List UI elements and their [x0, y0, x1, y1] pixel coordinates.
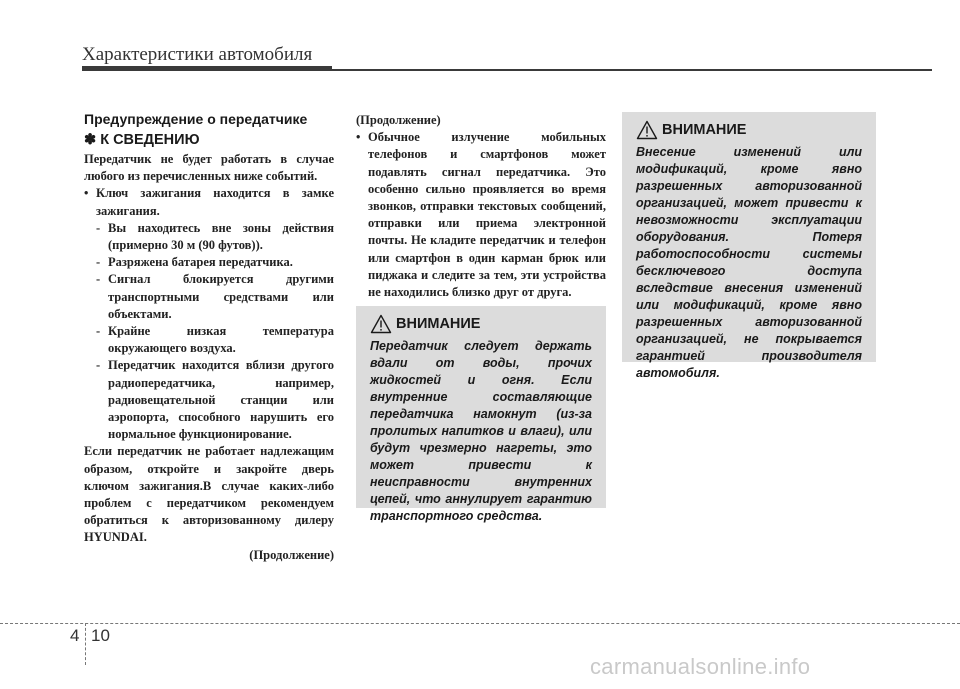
sub-item — [84, 254, 334, 271]
dash-mark: - — [96, 255, 101, 270]
sub-item-text: Вы находитесь вне зоны действия (примерно 30 м (90 футов)). — [108, 220, 334, 253]
chapter-number: 4 — [70, 626, 80, 645]
dash-mark: - — [96, 272, 101, 287]
intro-paragraph: Передатчик не будет работать в случае любого из перечисленных ниже событий. — [84, 152, 334, 184]
warning-title: ВНИМАНИЕ — [662, 122, 747, 138]
sub-item — [84, 220, 334, 254]
closing-paragraph: Если передатчик не работает надлежащим образом, откройте и закройте дверь ключом зажигания.В случае каких-либо проблем с передатчиком рекомендуем обратиться к авторизованному дилеру HYUNDAI. — [84, 444, 334, 545]
bullet-mark: • — [356, 130, 361, 145]
sub-item — [84, 357, 334, 443]
continued-label: (Продолжение) — [356, 113, 441, 127]
sub-item-text: Сигнал блокируется другими транспортными средствами или объектами. — [108, 272, 334, 321]
asterisk-icon: ✽ — [84, 132, 97, 148]
column-middle — [356, 112, 606, 301]
notice-label: К СВЕДЕНИЮ — [100, 132, 200, 148]
notice-heading — [84, 131, 334, 149]
dash-mark: - — [96, 358, 101, 373]
watermark: carmanualsonline.info — [590, 654, 811, 679]
dash-mark: - — [96, 220, 101, 235]
warning-text: Передатчик следует держать вдали от воды, прочих жидкостей и огня. Если внутренние составляющие передатчика намокнут (из-за пролитых напитков и влаги), или будут чрезмерно нагреты, это может привести к неисправности внутренних цепей, что аннулирует гарантию транспортного средства. — [370, 339, 592, 523]
warning-title: ВНИМАНИЕ — [396, 316, 481, 332]
sub-item — [84, 271, 334, 323]
warning-text: Внесение изменений или модификаций, кроме явно разрешенных авторизованной организацией, может привести к невозможности эксплуатации оборудования. Потеря работоспособности системы бесключевого доступа вследствие внесения изменений или модификаций, кроме явно разрешенных авторизованной организацией, не покрывается гарантией производителя автомобиля. — [636, 145, 862, 380]
bullet-text: Обычное излучение мобильных телефонов и смартфонов может подавлять сигнал передатчика. Это особенно сильно проявляется во время звонков, отправки текстовых сообщений, отправки или приема электронной почты. Не кладите передатчик и телефон или смартфон в один карман брюк или пиджака и следите за тем, эти устройства не находились близко друг от друга. — [368, 130, 606, 300]
continued-label: (Продолжение) — [249, 547, 334, 562]
bullet-item — [356, 129, 606, 301]
warning-box-water — [356, 306, 606, 523]
bullet-mark: • — [84, 186, 89, 201]
dash-mark: - — [96, 324, 101, 339]
column-left — [84, 110, 334, 564]
warning-box-modification — [622, 112, 876, 380]
sub-item-text: Разряжена батарея передатчика. — [108, 255, 293, 270]
page-number-divider — [85, 623, 86, 665]
sub-item-text: Крайне низкая температура окружающего воздуха. — [108, 324, 334, 356]
page-header-title: Характеристики автомобиля — [82, 44, 313, 65]
header-rule-thin — [332, 69, 932, 71]
warning-triangle-icon — [636, 120, 658, 140]
warning-triangle-icon — [370, 314, 392, 334]
bullet-text: Ключ зажигания находится в замке зажигания. — [96, 186, 334, 218]
sub-item — [84, 323, 334, 357]
bullet-item — [84, 185, 334, 219]
header-rule-thick — [82, 66, 332, 71]
page-number: 10 — [91, 626, 110, 645]
footer-rule — [0, 623, 960, 624]
section-title: Предупреждение о передатчике — [84, 111, 308, 127]
sub-item-text: Передатчик находится вблизи другого радиопередатчика, например, радиовещательной станции или аэропорта, способного нарушить его нормальное функционирование. — [108, 358, 334, 442]
